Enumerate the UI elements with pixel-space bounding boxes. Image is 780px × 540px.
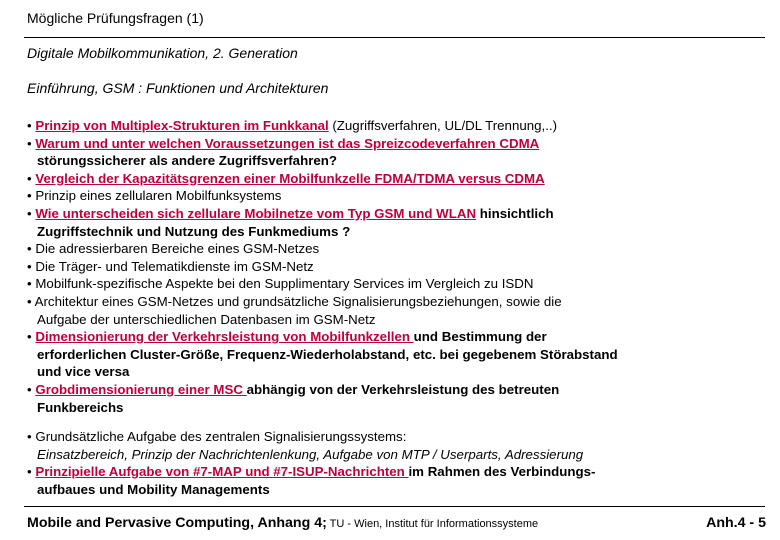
page-number: Anh.4 - 5 bbox=[706, 515, 766, 531]
list-item: • Prinzip von Multiplex-Strukturen im Funkkanal (Zugriffsverfahren, UL/DL Trennung,..) bbox=[27, 118, 558, 133]
list-item-continuation: Einsatzbereich, Prinzip der Nachrichtenlenkung, Aufgabe von MTP / Userparts, Adressierung bbox=[37, 446, 584, 462]
list-item: • Prinzip eines zellularen Mobilfunksystems bbox=[27, 188, 282, 204]
question-link[interactable]: Grobdimensionierung einer MSC bbox=[35, 381, 247, 397]
list-item-continuation: aufbaues und Mobility Managements bbox=[37, 481, 270, 497]
list-item-continuation: Funkbereichs bbox=[37, 399, 124, 415]
list-item: • Prinzipielle Aufgabe von #7-MAP und #7-ISUP-Nachrichten im Rahmen des Verbindungs- bbox=[27, 464, 596, 480]
list-item: • Vergleich der Kapazitätsgrenzen einer Mobilfunkzelle FDMA/TDMA versus CDMA bbox=[27, 170, 545, 186]
question-link[interactable]: Wie unterscheiden sich zellulare Mobilnetze vom Typ GSM und WLAN bbox=[35, 205, 477, 221]
list-item: • Wie unterscheiden sich zellulare Mobilnetze vom Typ GSM und WLAN hinsichtlich bbox=[27, 205, 554, 221]
list-item: • Dimensionierung der Verkehrsleistung von Mobilfunkzellen und Bestimmung der bbox=[27, 329, 547, 345]
course-subtitle: Digitale Mobilkommunikation, 2. Generation bbox=[27, 45, 298, 61]
question-link[interactable]: Prinzip von Multiplex-Strukturen im Funkkanal bbox=[35, 118, 329, 133]
list-item-continuation: störungssicherer als andere Zugriffsverfahren? bbox=[37, 153, 338, 169]
chapter-subtitle: Einführung, GSM : Funktionen und Architekturen bbox=[27, 80, 329, 96]
question-list bbox=[27, 117, 767, 498]
list-item: • Die adressierbaren Bereiche eines GSM-Netzes bbox=[27, 241, 320, 257]
footer-institute: TU - Wien, Institut für Informationssysteme bbox=[326, 518, 539, 530]
question-link[interactable]: Warum und unter welchen Voraussetzungen ist das Spreizcodeverfahren CDMA bbox=[35, 135, 540, 151]
list-item: • Warum und unter welchen Voraussetzungen ist das Spreizcodeverfahren CDMA bbox=[27, 135, 540, 151]
question-link[interactable]: Vergleich der Kapazitätsgrenzen einer Mobilfunkzelle FDMA/TDMA versus CDMA bbox=[35, 170, 545, 186]
page-title: Mögliche Prüfungsfragen (1) bbox=[27, 10, 204, 26]
list-item: • Grundsätzliche Aufgabe des zentralen Signalisierungssystems: bbox=[27, 429, 407, 445]
footer-divider bbox=[24, 506, 765, 507]
list-item-continuation: Aufgabe der unterschiedlichen Datenbasen im GSM-Netz bbox=[37, 311, 376, 327]
list-item-continuation: Zugriffstechnik und Nutzung des Funkmediums ? bbox=[37, 223, 351, 239]
spacer bbox=[27, 416, 767, 428]
list-item: • Mobilfunk-spezifische Aspekte bei den Supplimentary Services im Vergleich zu ISDN bbox=[27, 276, 534, 292]
list-item-continuation: und vice versa bbox=[37, 364, 130, 380]
list-item: • Grobdimensionierung einer MSC abhängig von der Verkehrsleistung des betreuten bbox=[27, 381, 560, 397]
list-item-continuation: erforderlichen Cluster-Größe, Frequenz-Wiederholabstand, etc. bei gegebenem Störabstand bbox=[37, 346, 618, 362]
footer-course: Mobile and Pervasive Computing, Anhang 4; TU - Wien, Institut für Informationssysteme bbox=[27, 515, 539, 531]
title-divider bbox=[24, 37, 765, 38]
question-link[interactable]: Prinzipielle Aufgabe von #7-MAP und #7-ISUP-Nachrichten bbox=[35, 464, 409, 480]
question-link[interactable]: Dimensionierung der Verkehrsleistung von Mobilfunkzellen bbox=[35, 329, 414, 345]
list-item: • Die Träger- und Telematikdienste im GSM-Netz bbox=[27, 258, 314, 274]
list-item: • Architektur eines GSM-Netzes und grundsätzliche Signalisierungsbeziehungen, sowie die bbox=[27, 293, 562, 309]
